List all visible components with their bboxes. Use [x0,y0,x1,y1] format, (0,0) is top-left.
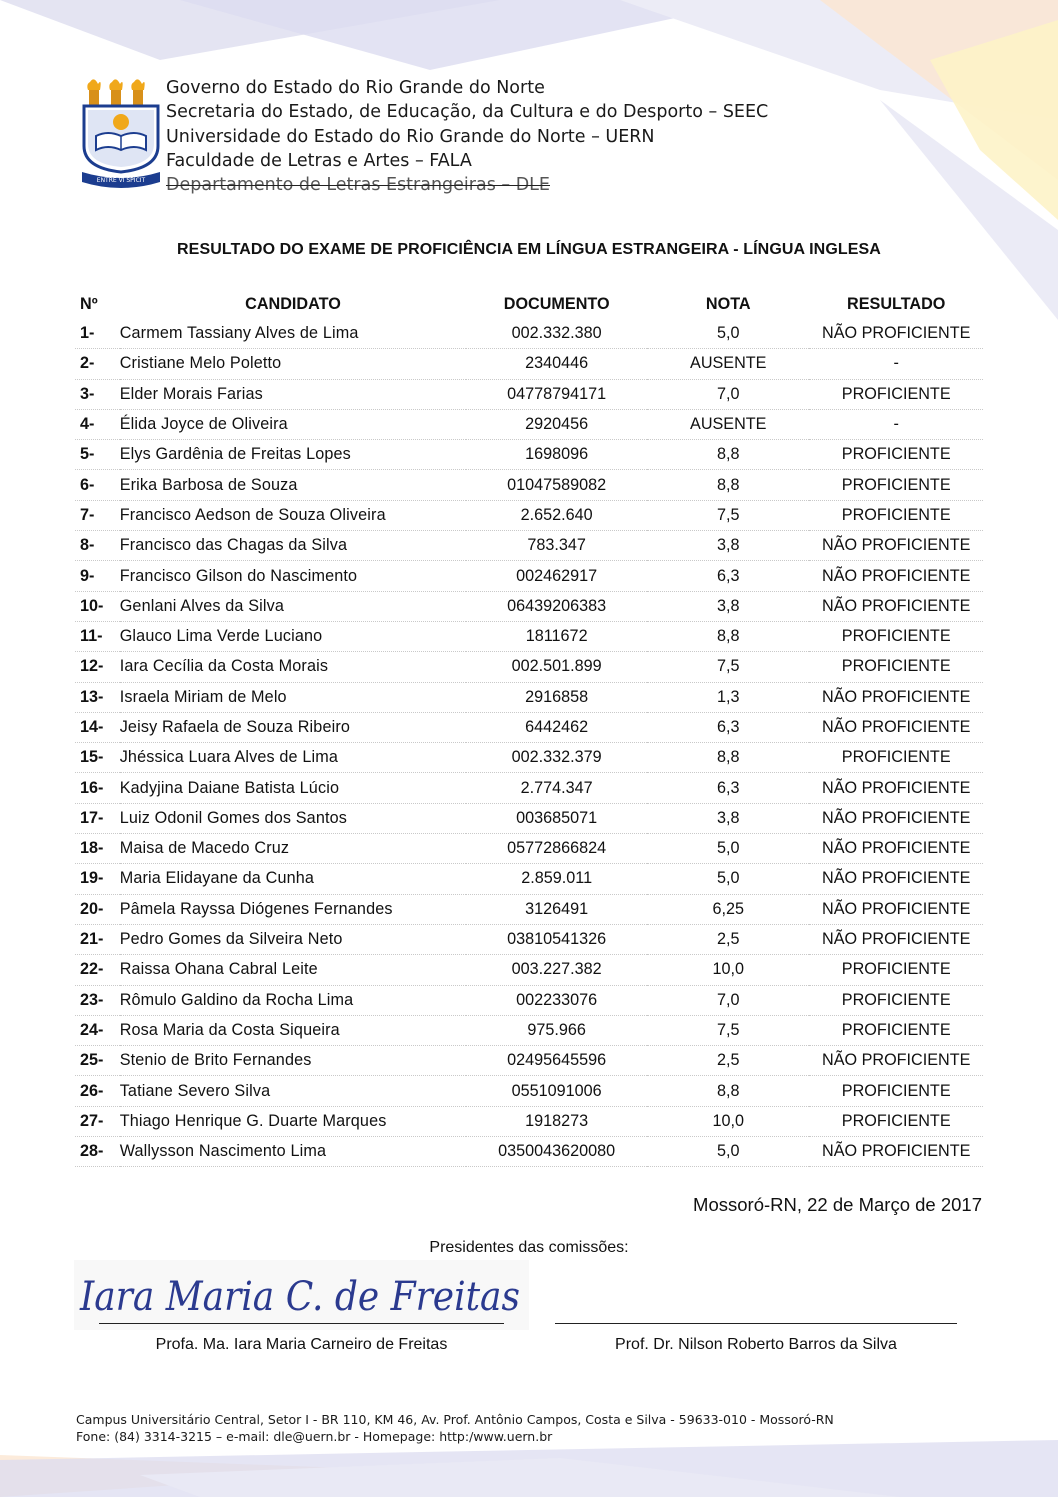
row-number: 6- [75,470,120,500]
result-status: NÃO PROFICIENTE [809,531,983,561]
grade-value: 8,8 [647,470,809,500]
grade-value: 3,8 [647,591,809,621]
document-number: 2.859.011 [466,864,647,894]
result-status: NÃO PROFICIENTE [809,894,983,924]
page-footer [76,1411,834,1445]
table-row [75,985,983,1015]
grade-value: 3,8 [647,803,809,833]
row-number: 25- [75,1046,120,1076]
row-number: 4- [75,409,120,439]
row-number: 11- [75,621,120,651]
document-number: 02495645596 [466,1046,647,1076]
grade-value: 7,0 [647,379,809,409]
torch-icon [87,79,100,106]
table-row [75,652,983,682]
candidate-name: Élida Joyce de Oliveira [120,409,467,439]
candidate-name: Glauco Lima Verde Luciano [120,621,467,651]
candidate-name: Jhéssica Luara Alves de Lima [120,743,467,773]
candidate-name: Carmem Tassiany Alves de Lima [120,319,467,349]
table-row [75,1015,983,1045]
result-status: NÃO PROFICIENTE [809,712,983,742]
result-status: PROFICIENTE [809,621,983,651]
grade-value: 8,8 [647,1076,809,1106]
secretariat-line: Secretaria do Estado, de Educação, da Cultura e do Desporto – SEEC [166,102,769,123]
table-row [75,379,983,409]
document-number: 05772866824 [466,834,647,864]
result-status: PROFICIENTE [809,1076,983,1106]
candidate-name: Rômulo Galdino da Rocha Lima [120,985,467,1015]
row-number: 19- [75,864,120,894]
row-number: 1- [75,319,120,349]
candidate-name: Thiago Henrique G. Duarte Marques [120,1106,467,1136]
result-status: PROFICIENTE [809,379,983,409]
table-row [75,319,983,349]
row-number: 22- [75,955,120,985]
row-number: 23- [75,985,120,1015]
column-header-candidate: CANDIDATO [245,294,341,313]
torch-icon [131,79,144,106]
table-header-row [75,289,983,319]
table-row [75,500,983,530]
result-status: PROFICIENTE [809,440,983,470]
result-status: PROFICIENTE [809,1106,983,1136]
table-row [75,803,983,833]
table-row [75,682,983,712]
grade-value: 2,5 [647,924,809,954]
grade-value: AUSENTE [647,349,809,379]
candidate-name: Kadyjina Daiane Batista Lúcio [120,773,467,803]
table-row [75,561,983,591]
grade-value: 3,8 [647,531,809,561]
table-row [75,1076,983,1106]
table-row [75,531,983,561]
signatory-name-right: Prof. Dr. Nilson Roberto Barros da Silva [615,1336,897,1353]
grade-value: 6,3 [647,561,809,591]
result-status: NÃO PROFICIENTE [809,864,983,894]
candidate-name: Elder Morais Farias [120,379,467,409]
row-number: 15- [75,743,120,773]
results-table-body [75,319,983,1167]
row-number: 26- [75,1076,120,1106]
row-number: 10- [75,591,120,621]
document-number: 04778794171 [466,379,647,409]
result-status: PROFICIENTE [809,985,983,1015]
document-number: 002233076 [466,985,647,1015]
result-status: NÃO PROFICIENTE [809,834,983,864]
candidate-name: Raissa Ohana Cabral Leite [120,955,467,985]
document-number: 2340446 [466,349,647,379]
grade-value: 5,0 [647,864,809,894]
result-status: NÃO PROFICIENTE [809,591,983,621]
document-number: 2920456 [466,409,647,439]
result-status: NÃO PROFICIENTE [809,319,983,349]
table-row [75,409,983,439]
candidate-name: Israela Miriam de Melo [120,682,467,712]
candidate-name: Cristiane Melo Poletto [120,349,467,379]
candidate-name: Wallysson Nascimento Lima [120,1137,467,1167]
grade-value: 1,3 [647,682,809,712]
result-status: PROFICIENTE [809,470,983,500]
row-number: 21- [75,924,120,954]
document-number: 783.347 [466,531,647,561]
candidate-name: Maisa de Macedo Cruz [120,834,467,864]
grade-value: 10,0 [647,1106,809,1136]
row-number: 14- [75,712,120,742]
document-number: 2.774.347 [466,773,647,803]
handwritten-signature [74,1260,529,1330]
result-status: PROFICIENTE [809,1015,983,1045]
document-number: 002.332.379 [466,743,647,773]
row-number: 16- [75,773,120,803]
document-number: 002.332.380 [466,319,647,349]
table-row [75,743,983,773]
university-crest-logo [80,76,162,188]
document-number: 0350043620080 [466,1137,647,1167]
candidate-name: Francisco das Chagas da Silva [120,531,467,561]
document-number: 3126491 [466,894,647,924]
table-row [75,1137,983,1167]
column-header-result: RESULTADO [847,294,946,313]
candidate-name: Genlani Alves da Silva [120,591,467,621]
result-status: PROFICIENTE [809,500,983,530]
row-number: 3- [75,379,120,409]
grade-value: 5,0 [647,834,809,864]
candidate-name: Stenio de Brito Fernandes [120,1046,467,1076]
row-number: 5- [75,440,120,470]
candidate-name: Luiz Odonil Gomes dos Santos [120,803,467,833]
row-number: 12- [75,652,120,682]
candidate-name: Elys Gardênia de Freitas Lopes [120,440,467,470]
result-status: NÃO PROFICIENTE [809,924,983,954]
table-row [75,1046,983,1076]
document-number: 1811672 [466,621,647,651]
document-title: RESULTADO DO EXAME DE PROFICIÊNCIA EM LÍNGUA ESTRANGEIRA - LÍNGUA INGLESA [177,241,881,258]
table-row [75,894,983,924]
candidate-name: Erika Barbosa de Souza [120,470,467,500]
candidate-name: Pedro Gomes da Silveira Neto [120,924,467,954]
candidate-name: Tatiane Severo Silva [120,1076,467,1106]
signatory-name-left: Profa. Ma. Iara Maria Carneiro de Freitas [155,1336,448,1353]
signature-line-left [99,1323,504,1324]
result-status: NÃO PROFICIENTE [809,773,983,803]
footer-contact: Fone: (84) 3314-3215 – e-mail: dle@uern.br - Homepage: http:/www.uern.br [76,1429,553,1444]
result-status: PROFICIENTE [809,743,983,773]
table-row [75,955,983,985]
result-status: NÃO PROFICIENTE [809,561,983,591]
table-row [75,834,983,864]
document-number: 6442462 [466,712,647,742]
document-number: 03810541326 [466,924,647,954]
footer-address: Campus Universitário Central, Setor I - BR 110, KM 46, Av. Prof. Antônio Campos, Costa e Silva - 59633-010 - Mossoró-RN [76,1412,834,1427]
candidate-name: Francisco Gilson do Nascimento [120,561,467,591]
torch-icon [109,79,122,106]
svg-text:ENTRE VI SPICIT: ENTRE VI SPICIT [96,177,146,184]
grade-value: 6,25 [647,894,809,924]
row-number: 13- [75,682,120,712]
table-row [75,621,983,651]
candidate-name: Pâmela Rayssa Diógenes Fernandes [120,894,467,924]
grade-value: 7,5 [647,1015,809,1045]
table-row [75,864,983,894]
grade-value: 2,5 [647,1046,809,1076]
result-status: PROFICIENTE [809,652,983,682]
row-number: 2- [75,349,120,379]
document-number: 003685071 [466,803,647,833]
table-row [75,440,983,470]
table-row [75,924,983,954]
institution-header [166,76,768,197]
document-number: 975.966 [466,1015,647,1045]
document-number: 002462917 [466,561,647,591]
result-status: - [809,349,983,379]
row-number: 18- [75,834,120,864]
signature-line-right [555,1323,957,1324]
table-row [75,1106,983,1136]
university-line: Universidade do Estado do Rio Grande do Norte – UERN [166,126,655,147]
document-number: 1698096 [466,440,647,470]
candidate-name: Maria Elidayane da Cunha [120,864,467,894]
grade-value: 8,8 [647,440,809,470]
document-number: 002.501.899 [466,652,647,682]
grade-value: AUSENTE [647,409,809,439]
grade-value: 6,3 [647,773,809,803]
row-number: 27- [75,1106,120,1136]
grade-value: 8,8 [647,621,809,651]
results-table [75,289,983,1167]
candidate-name: Francisco Aedson de Souza Oliveira [120,500,467,530]
result-status: NÃO PROFICIENTE [809,682,983,712]
document-number: 003.227.382 [466,955,647,985]
candidate-name: Iara Cecília da Costa Morais [120,652,467,682]
table-row [75,712,983,742]
grade-value: 7,5 [647,652,809,682]
faculty-line: Faculdade de Letras e Artes – FALA [166,150,472,171]
document-number: 2.652.640 [466,500,647,530]
column-header-document: DOCUMENTO [503,294,610,313]
table-row [75,591,983,621]
row-number: 28- [75,1137,120,1167]
candidate-name: Jeisy Rafaela de Souza Ribeiro [120,712,467,742]
document-number: 01047589082 [466,470,647,500]
grade-value: 6,3 [647,712,809,742]
result-status: NÃO PROFICIENTE [809,803,983,833]
row-number: 7- [75,500,120,530]
grade-value: 5,0 [647,1137,809,1167]
grade-value: 10,0 [647,955,809,985]
candidate-name: Rosa Maria da Costa Siqueira [120,1015,467,1045]
result-status: - [809,409,983,439]
table-row [75,470,983,500]
document-number: 06439206383 [466,591,647,621]
table-row [75,773,983,803]
presidents-label: Presidentes das comissões: [429,1239,629,1256]
result-status: NÃO PROFICIENTE [809,1046,983,1076]
table-row [75,349,983,379]
row-number: 20- [75,894,120,924]
grade-value: 7,0 [647,985,809,1015]
result-status: PROFICIENTE [809,955,983,985]
column-header-number: Nº [80,294,98,313]
government-line: Governo do Estado do Rio Grande do Norte [166,78,545,98]
document-number: 2916858 [466,682,647,712]
result-status: NÃO PROFICIENTE [809,1137,983,1167]
grade-value: 8,8 [647,743,809,773]
grade-value: 7,5 [647,500,809,530]
row-number: 17- [75,803,120,833]
department-line: Departamento de Letras Estrangeiras – DLE [166,175,550,196]
row-number: 8- [75,531,120,561]
svg-text:Iara Maria C. de Freitas: Iara Maria C. de Freitas [79,1274,521,1320]
row-number: 9- [75,561,120,591]
document-number: 1918273 [466,1106,647,1136]
date-line: Mossoró-RN, 22 de Março de 2017 [693,1194,982,1215]
column-header-grade: NOTA [705,294,751,313]
row-number: 24- [75,1015,120,1045]
document-number: 0551091006 [466,1076,647,1106]
grade-value: 5,0 [647,319,809,349]
